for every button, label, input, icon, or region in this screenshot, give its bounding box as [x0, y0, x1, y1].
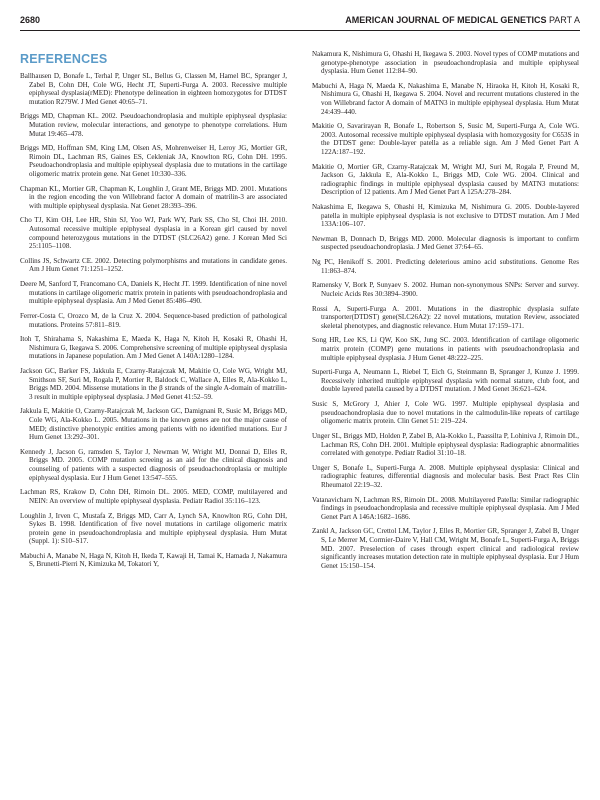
reference-entry: Song HR, Lee KS, Li QW, Koo SK, Jung SC. 2003. Identification of cartilage oligomeric matrix protein (COMP) gene mutations in patients with pseudoachondroplasia and multiple epiphyseal dysplasia. J Hum Genet 48:222–225.: [312, 336, 579, 362]
reference-entry: Collins JS, Schwartz CE. 2002. Detecting polymorphisms and mutations in candidate genes. Am J Hum Genet 71:1251–1252.: [20, 256, 287, 274]
reference-entry: Kennedy J, Jacson G, ramsden S, Taylor J, Newman W, Wright MJ, Donnai D, Elles R, Briggs MD. 2005. COMP mutation screeing as an aid for the clinical diagnosis and counseling of patients with a suspected diagnosis of pseudoachondroplasia or multiple epiphyseal dysplasia. Eur J Hum Genet 13:547–555.: [20, 447, 287, 482]
reference-entry: Deere M, Sanford T, Francomano CA, Daniels K, Hecht JT. 1999. Identification of nine novel mutations in cartilage oligomeric matrix protein in patients with pseudoachondroplasia and multiple epiphyseal dysplasia. Am J Med Genet 85:486–490.: [20, 280, 287, 306]
reference-entry: Makitie O, Mortier GR, Czarny-Ratajczak M, Wright MJ, Suri M, Rogala P, Freund M, Jackson G, Jakkula E, Ala-Kokko L, Briggs MD, Cole WG. 2004. Clinical and radiographic findings in multiple epiphyseal dysplasia caused by MATN3 mutations: Description of 12 patients. Am J Med Genet Part A 125A:278–284.: [312, 162, 579, 197]
reference-entry: Nakamura K, Nishimura G, Ohashi H, Ikegawa S. 2003. Novel types of COMP mutations and genotype-phenotype association in pseudoachondroplasia and multiple epiphyseal dysplasia. Hum Genet 112:84–90.: [312, 50, 579, 76]
running-header: [20, 8, 580, 32]
reference-entry: Cho TJ, Kim OH, Lee HR, Shin SJ, Yoo WJ, Park WY, Park SS, Cho SI, Choi IH. 2010. Autosomal recessive multiple epiphyseal dysplasia in a Korean girl caused by novel compound heterozygous mutations in the DTDST (SLC26A2) gene. J Korean Med Sci 25:1105–1108.: [20, 216, 287, 251]
reference-entry: Briggs MD, Hoffman SM, King LM, Olsen AS, Mohrenweiser H, Leroy JG, Mortier GR, Rimoin DL, Lachman RS, Gaines ES, Cekleniak JA, Knowlton RG, Cohn DH. 1995. Pseudoachondroplasia and multiple epiphyseal dysplasia due to mutations in the cartilage oligomeric matrix protein gene. Nat Genet 10:330–336.: [20, 144, 287, 178]
reference-entry: Loughlin J, Irven C, Mustafa Z, Briggs MD, Carr A, Lynch SA, Knowlton RG, Cohn DH, Sykes B. 1998. Identification of five novel mutations in cartilage oligomeric matrix protein gene in pseudoachondroplasia and multiple epiphyseal dysplasia. Hum Mutat (Suppl. 1): S10–S17.: [20, 511, 287, 546]
reference-entry: Ferrer-Costa C, Orozco M, de la Cruz X. 2004. Sequence-based prediction of pathological mutations. Proteins 57:811–819.: [20, 311, 287, 329]
reference-entry: Susic S, McGrory J, Ahier J, Cole WG. 1997. Multiple epiphyseal dysplasia and pseudoachondroplasia due to novel mutations in the calmodulin-like repeats of cartilage oligomeric matrix protein. Clin Genet 51: 219–224.: [312, 400, 579, 426]
reference-entry: Jackson GC, Barker FS, Jakkula E, Czarny-Ratajczak M, Makitie O, Cole WG, Wright MJ, Smithson SF, Suri M, Rogala P, Mortier R, Baldock C, Wallace A, Elles R, Ala-Kokko L, Briggs MD. 2004. Missense mutations in the β strands of the single A-domain of matrilin-3 result in multiple epiphyseal dysplasia. J Med Genet 41:52–59.: [20, 367, 287, 401]
reference-entry: Ballhausen D, Bonafe L, Terhal P, Unger SL, Bellus G, Classen M, Hamel BC, Spranger J, Zabel B, Cohn DH, Cole WG, Hecht JT, Superti-Furga A. 2003. Recessive multiple epiphyseal dysplasia(rMED): Phenotype delineation in eighteen homozygotes for DTDST mutation R279W. J Med Genet 40:65–71.: [20, 72, 287, 106]
header-rule: [20, 30, 580, 31]
reference-entry: Vatanavicharn N, Lachman RS, Rimoin DL. 2008. Multilayered Patella: Similar radiographic findings in pseudoachondroplasia and recessive multiple epiphyseal dysplasia. Am J Med Genet Part A 146A:1682–1686.: [312, 495, 579, 521]
reference-entry: Lachman RS, Krakow D, Cohn DH, Rimoin DL. 2005. MED, COMP, multilayered and NEIN: An overview of multiple epiphyseal dysplasia. Pediatr Radiol 35:116–123.: [20, 488, 287, 505]
reference-entry: Ramensky V, Bork P, Sunyaev S. 2002. Human non-synonymous SNPs: Server and survey. Nucleic Acids Res 30:3894–3900.: [312, 281, 579, 298]
reference-entry: Ng PC, Henikoff S. 2001. Predicting deleterious amino acid substitutions. Genome Res 11:863–874.: [312, 258, 579, 275]
journal-name: AMERICAN JOURNAL OF MEDICAL GENETICS: [345, 15, 547, 25]
reference-entry: Chapman KL, Mortier GR, Chapman K, Loughlin J, Grant ME, Briggs MD. 2001. Mutations in the region encoding the von Willebrand factor A domain of matrilin-3 are associated with multiple epiphyseal dysplasia. Nat Genet 28:393–396.: [20, 184, 287, 210]
references-right-column: [312, 50, 579, 570]
reference-entry: Rossi A, Superti-Furga A. 2001. Mutations in the diastrophic dysplasia sulfate transporter(DTDST) gene(SLC26A2): 22 novel mutations, mutation Review, associated skeletal phenotypes, and diagnostic relevance. Hum Mutat 17:159–171.: [312, 304, 579, 330]
references-heading: REFERENCES: [20, 52, 108, 66]
reference-entry: Mabuchi A, Haga N, Maeda K, Nakashima E, Manabe N, Hiraoka H, Kitoh H, Kosaki R, Nishimura G, Ohashi H, Ikegawa S. 2004. Novel and recurrent mutations clustered in the von Willebrand factor A domain of MATN3 in multiple epiphyseal dysplasia. Hum Mutat 24:439–440.: [312, 81, 579, 116]
reference-entry: Nakashima E, Ikegawa S, Ohashi H, Kimizuka M, Nishimura G. 2005. Double-layered patella in multiple epiphyseal dysplasia is not exclusive to DTDST mutation. Am J Med 133A:106–107.: [312, 203, 579, 229]
page-number: 2680: [20, 15, 41, 25]
reference-entry: Jakkula E, Makitie O, Czarny-Ratajczak M, Jackson GC, Damignani R, Susic M, Briggs MD, Cole WG, Ala-Kokko L. 2005. Mutations in the known genes are not the major cause of MED; distinctive phenotypic entities among patients with no identified mutations. Eur J Hum Genet 13:292–301.: [20, 407, 287, 442]
reference-entry: Briggs MD, Chapman KL. 2002. Pseudoachondroplasia and multiple epiphyseal dysplasia: Mutation review, molecular interactions, and genotype to phenotype correlations. Hum Mutat 19:465–478.: [20, 112, 287, 138]
reference-entry: Unger SL, Briggs MD, Holden P, Zabel B, Ala-Kokko L, Paassilta P, Lohiniva J, Rimoin DL, Lachman RS, Cohn DH. 2001. Multiple epiphyseal dysplasia: Radiographic abnormalities correlated with genotype. Pediatr Radiol 31:10–18.: [312, 431, 579, 458]
reference-entry: Makitie O, Savarirayan R, Bonafe L, Robertson S, Susic M, Superti-Furga A, Cole WG. 2003. Autosomal recessive multiple epiphyseal dysplasia with homozygosity for C653S in the DTDST gene: Double-layer patella as a reliable sign. Am J Med Genet Part A 122A:187–192.: [312, 122, 579, 156]
journal-title: [345, 15, 580, 25]
reference-entry: Mabuchi A, Manabe N, Haga N, Kitoh H, Ikeda T, Kawaji H, Tamai K, Hamada J, Nakamura S, Brunetti-Pierri N, Kimizuka M, Tokatori Y,: [20, 551, 287, 569]
reference-entry: Unger S, Bonafe L, Superti-Furga A. 2008. Multiple epiphyseal dysplasia: Clinical and radiographic features, differential diagnosis and molecular basis. Best Pract Res Clin Rheumatol 22:19–32.: [312, 463, 579, 489]
reference-entry: Itoh T, Shirahama S, Nakashima E, Maeda K, Haga N, Kitoh H, Kosaki R, Ohashi H, Nishimura G, Ikegawa S. 2006. Comprehensive screening of multiple epiphyseal dysplasia mutations in Japanese population. Am J Med Genet A 140A:1280–1284.: [20, 335, 287, 361]
references-left-column: [20, 72, 287, 569]
journal-part: PART A: [548, 15, 580, 25]
reference-entry: Zankl A, Jackson GC, Crettol LM, Taylor J, Elles R, Mortier GR, Spranger J, Zabel B, Unger S, Le Merrer M, Cormier-Daire V, Hall CM, Wright M, Bonafe L, Superti-Furga A, Briggs MD. 2007. Preselection of cases through expert clinical and radiological review significantly increases mutation detection rate in multiple epiphyseal dysplasia. Eur J Hum Genet 15:150–154.: [312, 527, 579, 570]
reference-entry: Superti-Furga A, Neumann L, Riebel T, Eich G, Steinmann B, Spranger J, Kunze J. 1999. Recessively inherited multiple epiphyseal dysplasia with normal stature, club foot, and double layered patella caused by a DTDST mutation. J Med Genet 36:621–624.: [312, 368, 579, 394]
reference-entry: Newman B, Donnach D, Briggs MD. 2000. Molecular diagnosis is important to confirm suspected pseudoachondroplasia. J Med Genet 37:64–65.: [312, 234, 579, 252]
